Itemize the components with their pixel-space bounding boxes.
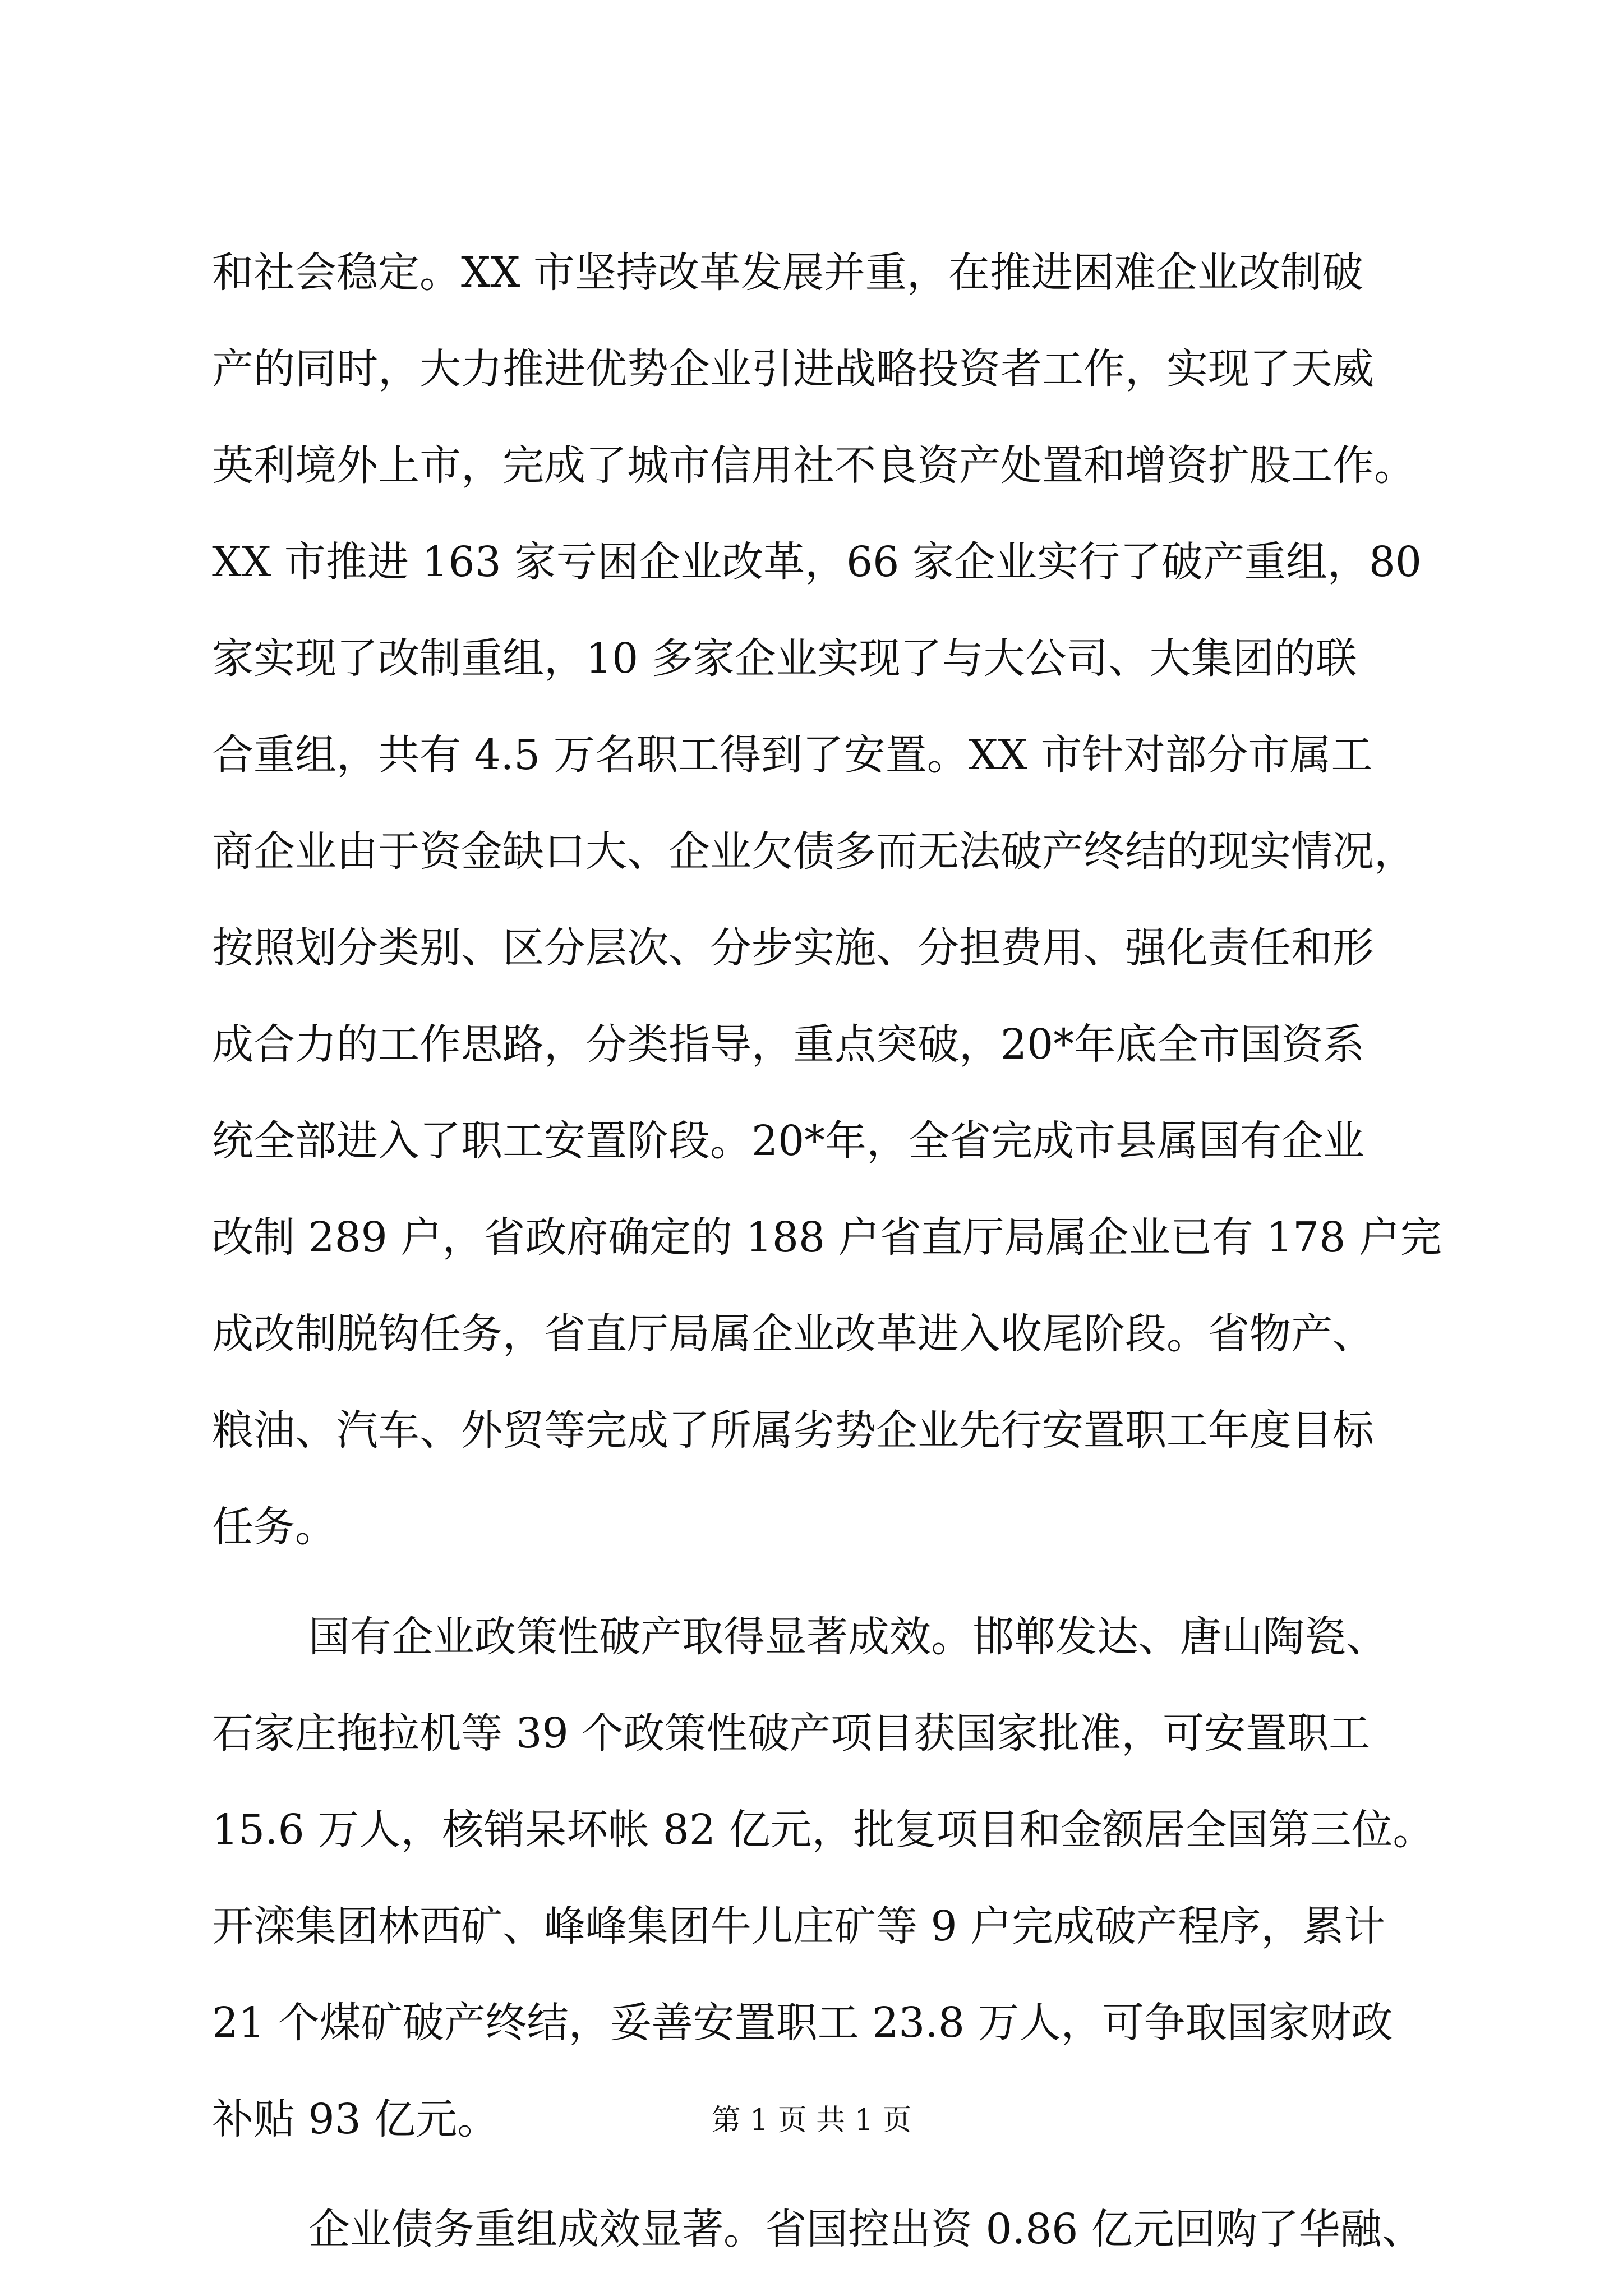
text-line: 任务。 bbox=[212, 1503, 336, 1551]
text-line: 产的同时，大力推进优势企业引进战略投资者工作，实现了天威 bbox=[212, 345, 1374, 393]
paragraph-start-line: 国有企业政策性破产取得显著成效。邯郸发达、唐山陶瓷、 bbox=[308, 1613, 1387, 1661]
text-line: 英利境外上市，完成了城市信用社不良资产处置和增资扩股工作。 bbox=[212, 441, 1415, 490]
text-line: 粮油、汽车、外贸等完成了所属劣势企业先行安置职工年度目标 bbox=[212, 1406, 1374, 1455]
text-line: 开滦集团林西矿、峰峰集团牛儿庄矿等 9 户完成破产程序，累计 bbox=[212, 1902, 1386, 1950]
document-body bbox=[212, 224, 1442, 2277]
text-line: 21 个煤矿破产终结，妥善安置职工 23.8 万人，可争取国家财政 bbox=[212, 1999, 1393, 2047]
text-line: 合重组，共有 4.5 万名职工得到了安置。XX 市针对部分市属工 bbox=[212, 731, 1373, 779]
text-line: 商企业由于资金缺口大、企业欠债多而无法破产终结的现实情况， bbox=[212, 827, 1415, 876]
page-footer: 第 1 页 共 1 页 bbox=[711, 2104, 912, 2137]
text-line: XX 市推进 163 家亏困企业改革，66 家企业实行了破产重组，80 bbox=[212, 538, 1422, 586]
text-line: 成合力的工作思路，分类指导，重点突破，20*年底全市国资系 bbox=[212, 1020, 1365, 1069]
paragraph-start-line: 企业债务重组成效显著。省国控出资 0.86 亿元回购了华融、 bbox=[308, 2205, 1423, 2253]
text-line: 成改制脱钩任务，省直厅局属企业改革进入收尾阶段。省物产、 bbox=[212, 1310, 1374, 1358]
text-line: 15.6 万人，核销呆坏帐 82 亿元，批复项目和金额居全国第三位。 bbox=[212, 1806, 1435, 1854]
text-line: 家实现了改制重组，10 多家企业实现了与大公司、大集团的联 bbox=[212, 634, 1357, 683]
text-line: 补贴 93 亿元。 bbox=[212, 2095, 499, 2143]
text-line: 统全部进入了职工安置阶段。20*年，全省完成市县属国有企业 bbox=[212, 1117, 1365, 1165]
text-line: 按照划分类别、区分层次、分步实施、分担费用、强化责任和形 bbox=[212, 924, 1374, 972]
text-line: 改制 289 户，省政府确定的 188 户省直厅局属企业已有 178 户完 bbox=[212, 1213, 1442, 1262]
text-line: 和社会稳定。XX 市坚持改革发展并重，在推进困难企业改制破 bbox=[212, 249, 1363, 297]
text-line: 石家庄拖拉机等 39 个政策性破产项目获国家批准，可安置职工 bbox=[212, 1709, 1371, 1757]
